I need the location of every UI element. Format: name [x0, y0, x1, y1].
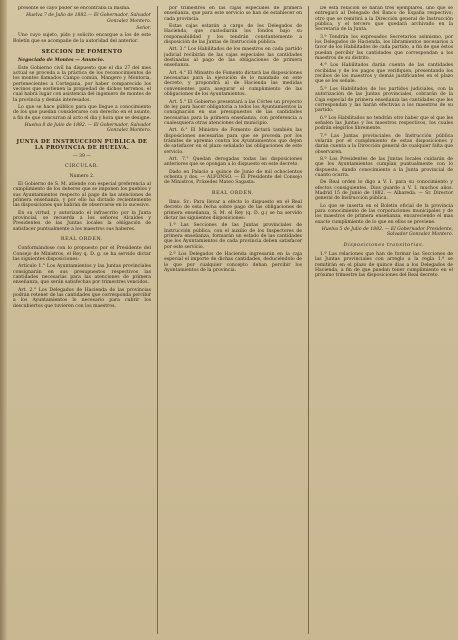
paragraph: Art. 3.° Los Habilitados de los maestros en cada partido judicial recibirán de las cajas especiales las cantidades destinadas al pago de las obligaciones de primera enseñanza. [164, 47, 302, 69]
paragraph: Uno cuyo sujeto, pido y solicito encargue a los de este Boletín que se acompañe de la autoridad del anterior. [13, 33, 151, 44]
paragraph: De Real orden lo digo a V. I. para su conocimiento y efectos consiguientes. Dios guarde a V. I. muchos años. Madrid 15 de Junio de 1882. — Albareda. — Sr. Director general de Instrucción pública. [315, 180, 453, 202]
paragraph: Lo que se inserta en el Boletín oficial de la provincia para conocimiento de las corporaciones municipales y de los maestros de primera enseñanza, encareciendo el mas exacto cumplimiento de lo que en ellos se previene. [315, 203, 453, 225]
section-title: Disposiciones transitorias. [343, 242, 425, 248]
column-rule [157, 6, 158, 634]
paragraph: Art. 7.° Quedan derogadas todas las disposiciones anteriores que se opongan a lo dispuesto en este decreto. [164, 156, 302, 168]
paragraph: presente se cayo poder se encontraba la misma. [18, 6, 131, 11]
paragraph: por trimestres en las cajas especiales de primera enseñanza, que para este servicio se han de establecer en cada provincia. [164, 6, 302, 22]
place-date: Huelva 8 de Julio de 1882. — El Gobernador, Salvador Gonzalez Montero. [24, 123, 151, 134]
paragraph: Lo que se hace público para que llegue a conocimiento de los que puedan considerarse con derecho en el asunto, a fin de que concurran al acto el dia y hora que se designe. [13, 105, 151, 121]
column-rule [308, 6, 309, 634]
paragraph: Art. 2.° Los Delegados de Hacienda de las provincias podrán retener de las cantidades que corresponda percibir a los Ayuntamientos lo necesario para cubrir los descubiertos que tuvieren con los maestros. [13, 287, 151, 309]
separator: — 39 — [73, 154, 91, 160]
paragraph: Conformándose con lo propuesto por el Presidente del Consejo de Ministros, el Rey q. D. g. se ha servido dictar las siguientes disposiciones: [13, 246, 151, 263]
paragraph: Artículo 1.° Los Ayuntamientos y las Juntas provinciales consignarán en sus presupuestos respectivos las cantidades necesarias para las atenciones de primera enseñanza, que serán satisfechas por trimestres vencidos. [13, 264, 151, 286]
paragraph: Art. 6.° El Ministro de Fomento dictará también las disposiciones necesarias para que se proceda por los trámites de apremio contra los Ayuntamientos que dejen de satisfacer en el plazo señalado las obligaciones de este servicio. [164, 128, 302, 155]
paragraph: 1.ª Las relaciones que han de formar las Secciones de las Juntas provinciales con arreglo a la regla 1.ª se remitirán en el plazo de quince días a los Delegados de Hacienda, a fin de que puedan tener cumplimiento en el próximo trimestre las disposiciones del Real decreto. [315, 251, 453, 279]
real-orden-heading: REAL ORDEN. [211, 190, 255, 196]
real-orden-heading: REAL ORDEN. [60, 237, 104, 243]
paragraph: 5.ª Los Habilitados de los partidos judiciales, con la autorización de las Juntas provinciales, cobrarán de la Caja especial de primera enseñanza las cantidades que les correspondan y las harán efectivas a los maestros de su partido. [315, 86, 453, 114]
column-1 [13, 6, 151, 634]
paragraph: 1.ª Las Secciones de las Juntas provinciales de Instrucción pública, con el auxilio de los Inspectores de primera enseñanza, formarán un estado de las cantidades que los Ayuntamientos de cada provincia deben satisfacer por este servicio. [164, 223, 302, 250]
paragraph: Ilmo. Sr.: Para llevar a efecto lo dispuesto en el Real decreto de esta fecha sobre pago de las obligaciones de primera enseñanza, S. M. el Rey (q. D. g.) se ha servido dictar las siguientes disposiciones: [164, 199, 302, 221]
paragraph: 8.ª Los Presidentes de las Juntas locales cuidarán de que los Ayuntamientos cumplan puntualmente con lo dispuesto, dando conocimiento a la Junta provincial de cuanto ocurra. [315, 156, 453, 178]
paragraph: Dado en Palacio a quince de Junio de mil ochocientos ochenta y dos. — ALFONSO. — El Presidente del Consejo de Ministros, Práxedes Mateo Sagasta. [164, 169, 302, 186]
paragraph: Art. 5.° El Gobierno presentará a las Córtes un proyecto de ley para hacer obligatoria a todos los Ayuntamientos la consignación en sus presupuestos de las cantidades necesarias para la primera enseñanza, con preferencia a cualesquiera otras atenciones del municipio. [164, 99, 302, 126]
circular-heading: CIRCULAR. [64, 164, 100, 170]
page-binding-edge [0, 0, 7, 640]
circular-number: Numero 2. [69, 173, 95, 179]
paragraph: 3.ª Tendrán los expresados Secretarios asimismo, por los Delegados de Hacienda, los libramientos necesarios a favor de los Habilitados de cada partido, a fin de que éstos puedan percibir las cantidades que correspondan a los maestros de su distrito. [315, 34, 453, 62]
paragraph: Este Gobierno civil ha dispuesto que el dia 27 del mes actual se proceda a la práctica de los reconocimientos de los montes llamados Campo común, Mangero y Montoria, pertenecientes a Cortegana, por haber comparecido los vecinos que sostienen la propiedad de dichos terrenos, el cual habrá lugar con asistencia del ingeniero de montes de la provincia y demás interesados. [13, 65, 151, 103]
place-date: Huelva 7 de Julio de 1882.— El Gobernador, Salvador Gonzalez Montero. [26, 13, 151, 24]
section-title: SECCION DE FOMENTO [41, 49, 123, 56]
section-subhead: Negociado de Montes — Anuncio. [18, 58, 105, 64]
column-2 [164, 6, 302, 634]
signature-line: Huelva 5 de Julio de 1882. — El Gobernador Presidente, Salvador Gonzalez Montero. [321, 227, 453, 238]
paragraph: 2.ª Los Delegados de Hacienda ingresarán en la caja especial el importe de dichas cantidades, deduciéndolo de lo que por cualquier concepto deban percibir los Ayuntamientos de la provincia. [164, 251, 302, 273]
paragraph: 6.ª Los Habilitados no tendrán otro haber que el que les señalen las Juntas y los maestros respectivos, los cuales podrán elegirlos libremente. [315, 115, 453, 132]
paragraph: De esta relación se harán tres ejemplares, uno que se entregará al Delegado del Banco de España respectivo; otro que se remitirá a la Dirección general de Instrucción pública, y el tercero que quedará archivado en la Secretaría de la Junta. [315, 6, 453, 33]
junta-title: JUNTA DE INSTRUCCION PUBLICA DE LA PROVINCIA DE HUELVA. [16, 138, 148, 151]
paragraph: Art. 4.° El Ministro de Fomento dictará las disposiciones necesarias para la ejecución de lo mandado en este decreto, y propondrá al de Hacienda las medidas convenientes para asegurar el cumplimiento de las obligaciones de los Ayuntamientos. [164, 70, 302, 98]
paragraph: En su virtud, y autorizado el infrascrito por la Junta provincial, se recuerda a los señores Alcaldes y Presidentes de las Juntas locales la obligación de satisfacer puntualmente a los maestros sus haberes. [13, 210, 151, 232]
paragraph: Estas cajas estarán a cargo de los Delegados de Hacienda, que custodiarán los fondos bajo su responsabilidad y los tendrán constantemente a disposición de las Juntas de Instrucción pública. [164, 24, 302, 46]
paragraph: 4.ª Los Habilitados darán cuenta de las cantidades recibidas y de los pagos que verifiquen, presentando los recibos de los maestros y demás justificantes en el plazo que se les señale. [315, 63, 453, 85]
paragraph: 7.ª Las Juntas provinciales de Instrucción pública velarán por el cumplimiento de estas disposiciones y darán cuenta a la Dirección general de cualquier falta que observaren. [315, 133, 453, 155]
paragraph: El Gobierno de S. M. atiende con especial preferencia al cumplimiento de los deberes que se imponen los pueblos y sus Ayuntamientos respecto al pago de las atenciones de primera enseñanza, y por ello ha dictado recientemente las disposiciones que habrán de observarse en lo sucesivo. [13, 182, 151, 209]
column-3 [315, 6, 453, 634]
salutation: Señor. [136, 26, 151, 32]
